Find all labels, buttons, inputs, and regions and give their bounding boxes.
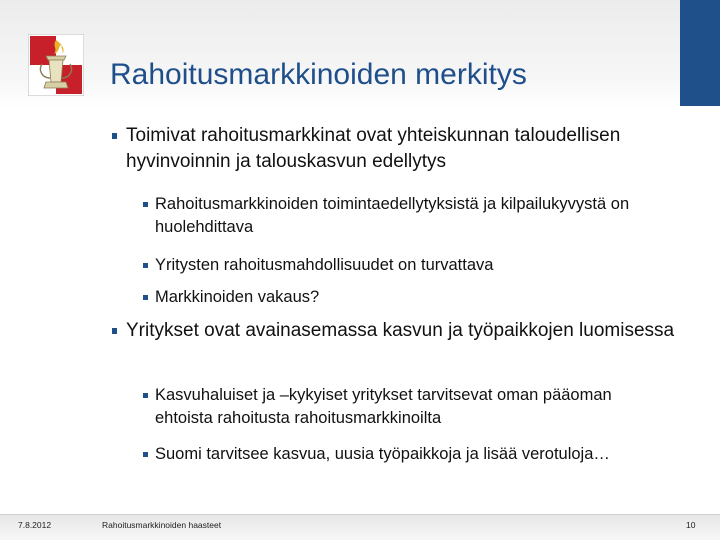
bullet-level1-2: [112, 318, 676, 344]
slide-title: Rahoitusmarkkinoiden merkitys: [110, 58, 527, 91]
bullet-level2-1: [143, 193, 635, 238]
bullet-level2-2: [143, 254, 655, 277]
bullet-square-icon: [143, 263, 148, 268]
bullet-square-icon: [112, 328, 117, 333]
bullet-level2-4: [143, 384, 645, 429]
bullet-text: Yritysten rahoitusmahdollisuudet on turvattava: [155, 256, 494, 274]
bullet-square-icon: [143, 295, 148, 300]
bullet-level2-5: [143, 443, 625, 466]
bullet-level1-1: [112, 123, 676, 175]
footer-date: 7.8.2012: [18, 520, 52, 530]
bullet-text: Toimivat rahoitusmarkkinat ovat yhteiskunnan taloudellisen hyvinvoinnin ja talouskasvun edellytys: [126, 125, 621, 173]
bullet-square-icon: [143, 393, 148, 398]
bullet-text: Kasvuhaluiset ja –kykyiset yritykset tarvitsevat oman pääoman ehtoista rahoitusta rahoitusmarkkinoilta: [155, 386, 612, 427]
bullet-text: Yritykset ovat avainasemassa kasvun ja työpaikkojen luomisessa: [126, 320, 675, 341]
bullet-level2-3: [143, 286, 655, 309]
bullet-text: Rahoitusmarkkinoiden toimintaedellytyksistä ja kilpailukyvystä on huolehdittava: [155, 195, 630, 236]
bullet-square-icon: [143, 202, 148, 207]
bullet-square-icon: [143, 452, 148, 457]
bullet-text: Markkinoiden vakaus?: [155, 288, 320, 306]
footer-page-number: 10: [686, 520, 696, 530]
bullet-text: Suomi tarvitsee kasvua, uusia työpaikkoja ja lisää verotuloja…: [155, 445, 610, 463]
bullet-square-icon: [112, 133, 117, 138]
footer-subject: Rahoitusmarkkinoiden haasteet: [102, 520, 222, 530]
